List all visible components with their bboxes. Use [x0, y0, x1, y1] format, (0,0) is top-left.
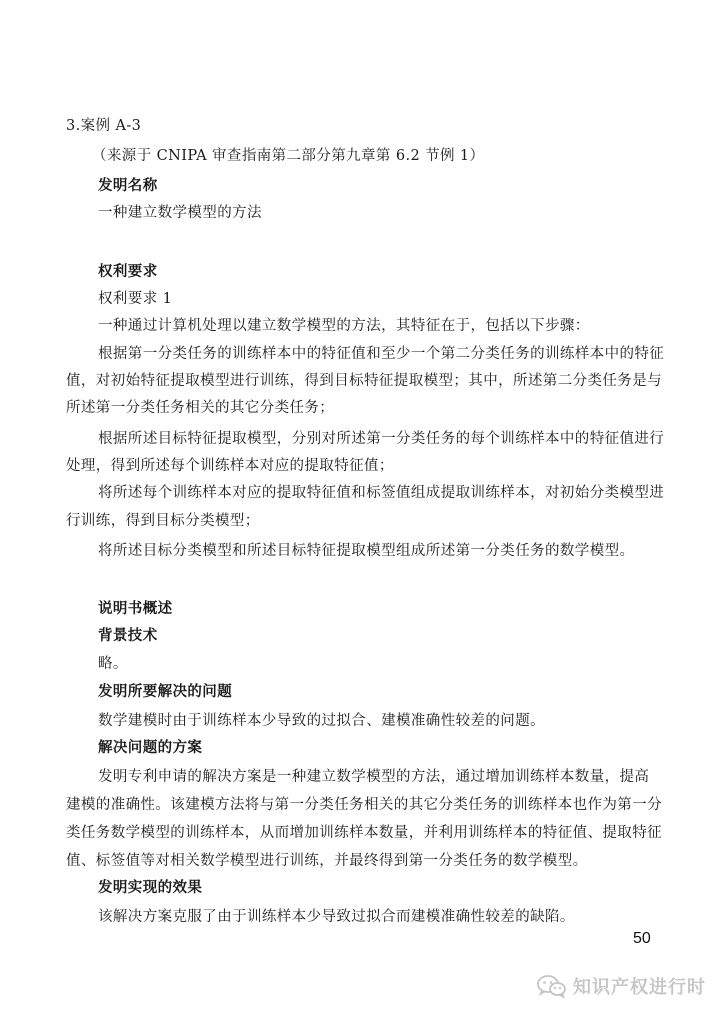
problem-text: 数学建模时由于训练样本少导致的过拟合、建模准确性较差的问题。: [98, 713, 545, 729]
page-number: 50: [633, 930, 651, 947]
watermark-text: 知识产权进行时: [573, 977, 706, 998]
wechat-icon: [537, 974, 567, 998]
solution-line: 值、标签值等对相关数学模型进行训练，并最终得到第一分类任务的数学模型。: [66, 853, 588, 869]
claim-line: 处理，得到所述每个训练样本对应的提取特征值；: [66, 458, 394, 474]
claim-line: 行训练，得到目标分类模型；: [66, 513, 260, 529]
invention-name-text: 一种建立数学模型的方法: [98, 205, 262, 221]
invention-name-label: 发明名称: [98, 178, 158, 194]
solution-line: 建模的准确性。该建模方法将与第一分类任务相关的其它分类任务的训练样本也作为第一分: [66, 797, 662, 813]
description-label: 说明书概述: [98, 601, 173, 617]
claim-line: 将所述目标分类模型和所述目标特征提取模型组成所述第一分类任务的数学模型。: [98, 543, 635, 559]
case-source: （来源于 CNIPA 审查指南第二部分第九章第 6.2 节例 1）: [92, 148, 485, 164]
solution-line: 类任务数学模型的训练样本，从而增加训练样本数量，并利用训练样本的特征值、提取特征: [66, 825, 662, 841]
claim-line: 根据第一分类任务的训练样本中的特征值和至少一个第二分类任务的训练样本中的特征: [98, 346, 665, 362]
effect-label: 发明实现的效果: [98, 880, 203, 896]
claim-line: 根据所述目标特征提取模型，分别对所述第一分类任务的每个训练样本中的特征值进行: [98, 431, 665, 447]
solution-label: 解决问题的方案: [98, 740, 203, 756]
effect-text: 该解决方案克服了由于训练样本少导致过拟合而建模准确性较差的缺陷。: [98, 909, 575, 925]
claim-line: 所述第一分类任务相关的其它分类任务；: [66, 400, 335, 416]
case-heading: 3.案例 A-3: [66, 118, 142, 134]
claim-title: 权利要求 1: [98, 291, 173, 307]
claims-label: 权利要求: [98, 264, 158, 280]
background-text: 略。: [98, 656, 128, 672]
claim-line: 一种通过计算机处理以建立数学模型的方法，其特征在于，包括以下步骤：: [98, 318, 590, 334]
watermark: [537, 973, 706, 999]
solution-line: 发明专利申请的解决方案是一种建立数学模型的方法，通过增加训练样本数量，提高: [98, 769, 650, 785]
claim-line: 将所述每个训练样本对应的提取特征值和标签值组成提取训练样本，对初始分类模型进: [98, 485, 665, 501]
background-label: 背景技术: [98, 628, 158, 644]
problem-label: 发明所要解决的问题: [98, 684, 233, 700]
claim-line: 值，对初始特征提取模型进行训练，得到目标特征提取模型；其中，所述第二分类任务是与: [66, 373, 662, 389]
